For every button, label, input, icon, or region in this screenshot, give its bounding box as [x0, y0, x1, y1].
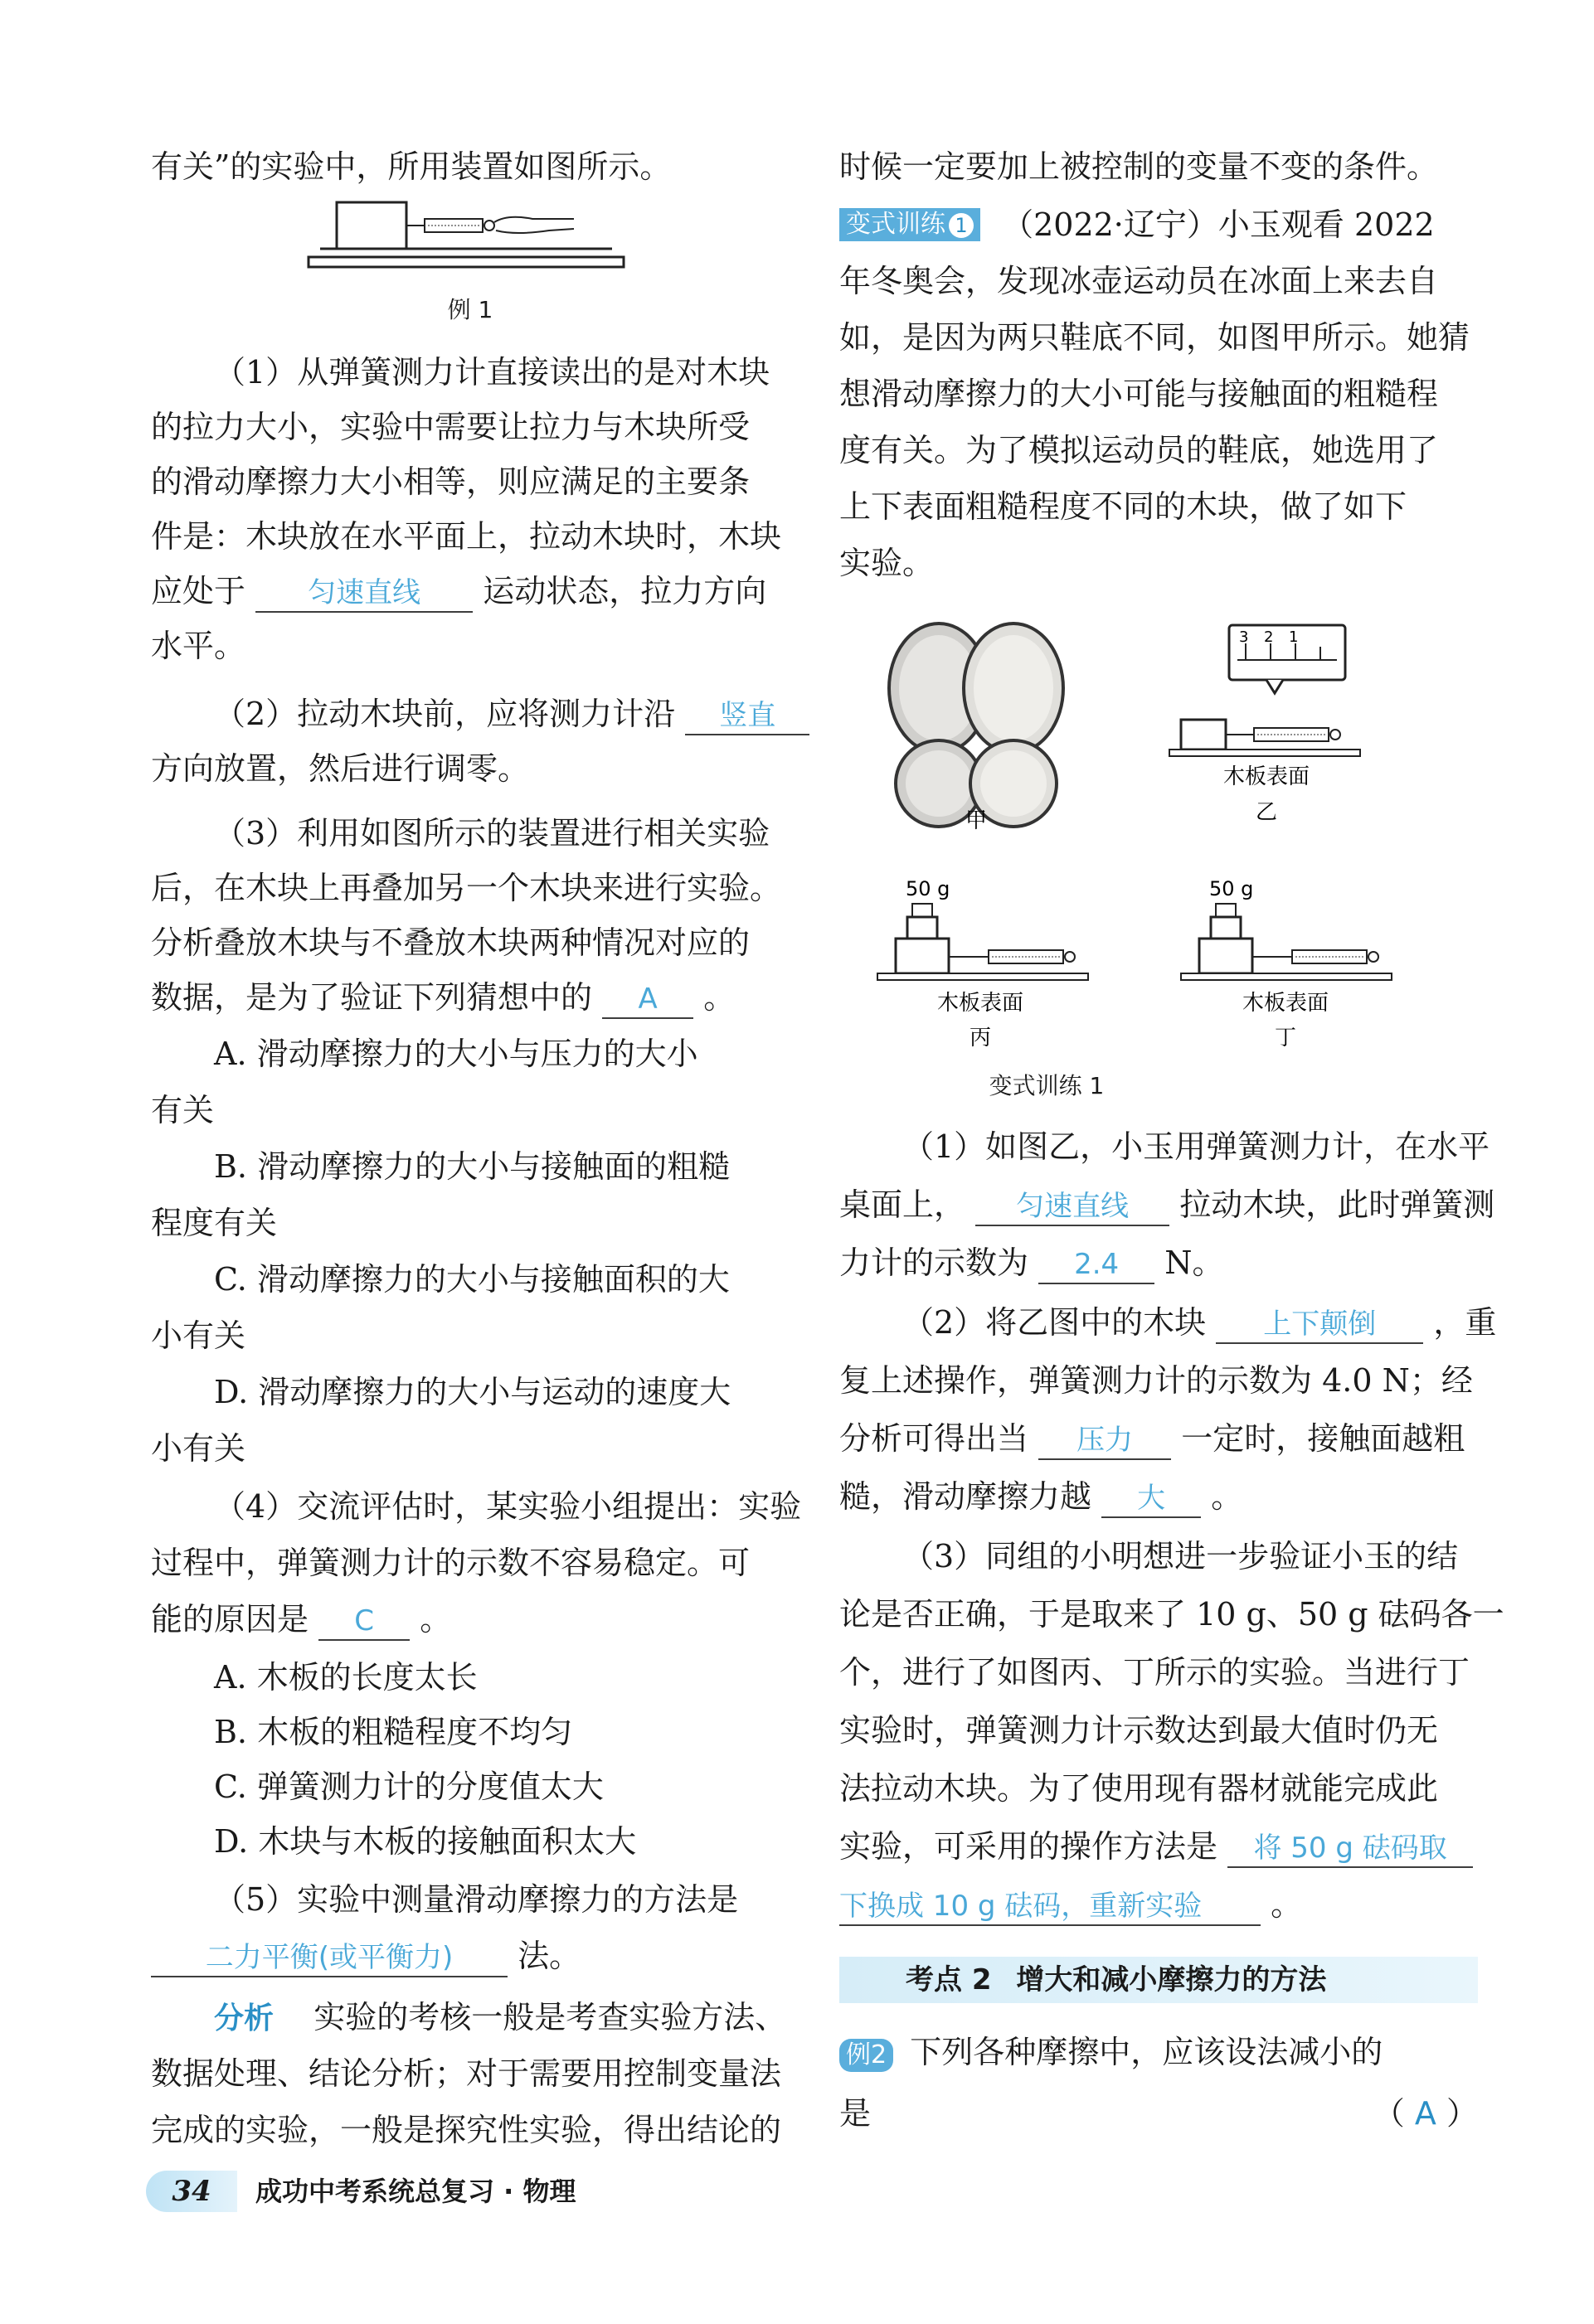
option-line: C. 滑动摩擦力的大小与接触面积的大: [214, 1261, 730, 1298]
text-line: 后，在木块上再叠加另一个木块来进行实验。: [151, 870, 782, 906]
page-footer: [146, 2171, 793, 2212]
text-line: 糙，滑动摩擦力越 大 。: [839, 1476, 1242, 1518]
example2-line: 是 （ A ）: [839, 2095, 1478, 2132]
setup-ding: [1181, 877, 1392, 980]
answer-blank: C: [318, 1603, 410, 1641]
answer-blank: A: [602, 981, 693, 1019]
label-board: 木板表面: [1222, 764, 1310, 789]
text-line: 想滑动摩擦力的大小可能与接触面的粗糙程: [839, 376, 1439, 412]
label-ding: 丁: [1274, 1026, 1297, 1050]
text-line: 应处于 匀速直线 运动状态，拉力方向: [151, 570, 766, 613]
answer-blank: 竖直: [685, 697, 809, 735]
text-line: 如，是因为两只鞋底不同，如图甲所示。她猜: [839, 319, 1470, 356]
option-line: D. 木块与木板的接触面积太大: [214, 1823, 637, 1860]
example1-figure: [300, 197, 649, 280]
text-line: （4）交流评估时，某实验小组提出：实验: [214, 1488, 802, 1525]
variant-training-badge: 变式训练 1: [839, 208, 980, 241]
answer-blank: 2.4: [1038, 1246, 1154, 1284]
analysis-line: 分析 实验的考核一般是考查实验方法、: [214, 1999, 787, 2035]
text-line: 的滑动摩擦力大小相等，则应满足的主要条: [151, 463, 751, 500]
figure-caption: 例 1: [447, 296, 493, 323]
text-line: 实验。: [839, 545, 935, 581]
section-header: [839, 1957, 1478, 2003]
example2-badge: 例2: [839, 2039, 893, 2072]
text-line: 分析叠放木块与不叠放木块两种情况对应的: [151, 924, 751, 961]
label-bing: 丙: [969, 1026, 992, 1050]
answer-blank: 大: [1101, 1480, 1201, 1518]
text-line: 实验时，弹簧测力计示数达到最大值时仍无: [839, 1712, 1439, 1749]
text-line: 能的原因是 C 。: [151, 1599, 451, 1641]
page-number: 34: [146, 2171, 237, 2212]
text-line: 变式训练 1 （2022·辽宁）小玉观看 2022: [839, 204, 1435, 245]
option-line: A. 滑动摩擦力的大小与压力的大小: [214, 1036, 698, 1072]
text-line: 二力平衡(或平衡力) 法。: [151, 1935, 581, 1977]
text-line: （1）如图乙，小玉用弹簧测力计，在水平: [902, 1128, 1490, 1165]
setup-yi: [1169, 625, 1360, 756]
text-line: （3）同组的小明想进一步验证小玉的结: [902, 1538, 1459, 1574]
text-line: 过程中，弹簧测力计的示数不容易稳定。可: [151, 1545, 751, 1581]
option-line: C. 弹簧测力计的分度值太大: [214, 1768, 604, 1805]
text-line: 上下表面粗糙程度不同的木块，做了如下: [839, 488, 1407, 525]
option-line: 有关: [151, 1092, 215, 1128]
shoe-soles-image: [889, 623, 1063, 827]
answer-blank: 二力平衡(或平衡力): [151, 1939, 508, 1977]
answer-blank: 匀速直线: [975, 1188, 1169, 1226]
text-line: 桌面上， 匀速直线 拉动木块，此时弹簧测: [839, 1184, 1494, 1226]
answer-blank: 匀速直线: [255, 575, 473, 613]
answer-blank: 将 50 g 砝码取: [1227, 1830, 1473, 1868]
text-line: 个，进行了如图丙、丁所示的实验。当进行丁: [839, 1654, 1470, 1691]
analysis-line: 完成的实验，一般是探究性实验，得出结论的: [151, 2112, 782, 2148]
text-line: 年冬奥会，发现冰壶运动员在冰面上来去自: [839, 263, 1439, 299]
section-tag: 考点 2: [906, 1963, 992, 1997]
answer-blank: 上下颠倒: [1216, 1306, 1423, 1344]
setup-bing: [877, 877, 1088, 980]
answer-blank: 下换成 10 g 砝码，重新实验: [839, 1888, 1261, 1926]
mass-label: 50 g: [906, 877, 950, 900]
section-title: 增大和减小摩擦力的方法: [1016, 1963, 1327, 1997]
text-line: 力计的示数为 2.4 N。: [839, 1242, 1223, 1284]
label-jia: 甲: [965, 808, 988, 833]
text-line: 件是：木块放在水平面上，拉动木块时，木块: [151, 518, 782, 555]
text-line: 的拉力大小，实验中需要让拉力与木块所受: [151, 409, 751, 445]
answer-choice: A: [1414, 2095, 1436, 2132]
text-line: （2）拉动木块前，应将测力计沿 竖直: [151, 693, 809, 735]
figure-caption: 变式训练 1: [989, 1072, 1105, 1099]
text-line: 法拉动木块。为了使用现有器材就能完成此: [839, 1770, 1439, 1807]
option-line: 小有关: [151, 1430, 246, 1467]
option-line: B. 滑动摩擦力的大小与接触面的粗糙: [214, 1148, 731, 1185]
text-line: 实验，可采用的操作方法是 将 50 g 砝码取: [839, 1826, 1473, 1868]
text-line: （2）将乙图中的木块 上下颠倒 ，重: [839, 1302, 1496, 1344]
text-line: 有关”的实验中，所用装置如图所示。: [151, 148, 672, 185]
variant1-figure: [839, 614, 1478, 1078]
scale-number: 2: [1264, 628, 1274, 646]
text-line: 下换成 10 g 砝码，重新实验 。: [839, 1884, 1302, 1926]
text-line: （5）实验中测量滑动摩擦力的方法是: [214, 1881, 739, 1918]
text-line: 论是否正确，于是取来了 10 g、50 g 砝码各一: [839, 1596, 1504, 1633]
label-yi: 乙: [1255, 800, 1278, 825]
text-line: 度有关。为了模拟运动员的鞋底，她选用了: [839, 432, 1439, 468]
text-line: 分析可得出当 压力 一定时，接触面越粗: [839, 1418, 1465, 1460]
text-line: 数据，是为了验证下列猜想中的 A 。: [151, 977, 735, 1019]
text-line: 时候一定要加上被控制的变量不变的条件。: [839, 148, 1439, 185]
text-line: 水平。: [151, 628, 246, 664]
answer-blank: 压力: [1038, 1422, 1171, 1460]
option-line: 程度有关: [151, 1205, 278, 1241]
option-line: D. 滑动摩擦力的大小与运动的速度大: [214, 1374, 731, 1410]
text-line: （3）利用如图所示的装置进行相关实验: [214, 815, 770, 851]
mass-label: 50 g: [1209, 877, 1254, 900]
analysis-line: 数据处理、结论分析；对于需要用控制变量法: [151, 2055, 782, 2092]
label-board: 木板表面: [936, 991, 1024, 1016]
option-line: A. 木板的长度太长: [214, 1659, 478, 1696]
text-line: 复上述操作，弹簧测力计的示数为 4.0 N；经: [839, 1362, 1473, 1399]
scale-number: 1: [1289, 628, 1299, 646]
label-board: 木板表面: [1242, 991, 1329, 1016]
example2-line: 例2 下列各种摩擦中，应该设法减小的: [839, 2031, 1383, 2073]
text-line: 方向放置，然后进行调零。: [151, 750, 530, 787]
option-line: 小有关: [151, 1317, 246, 1354]
book-title: 成功中考系统总复习 · 物理: [255, 2176, 576, 2207]
text-line: （1）从弹簧测力计直接读出的是对木块: [214, 354, 770, 391]
option-line: B. 木板的粗糙程度不均匀: [214, 1714, 573, 1750]
scale-number: 3: [1239, 628, 1249, 646]
analysis-label: 分析: [214, 2001, 275, 2035]
